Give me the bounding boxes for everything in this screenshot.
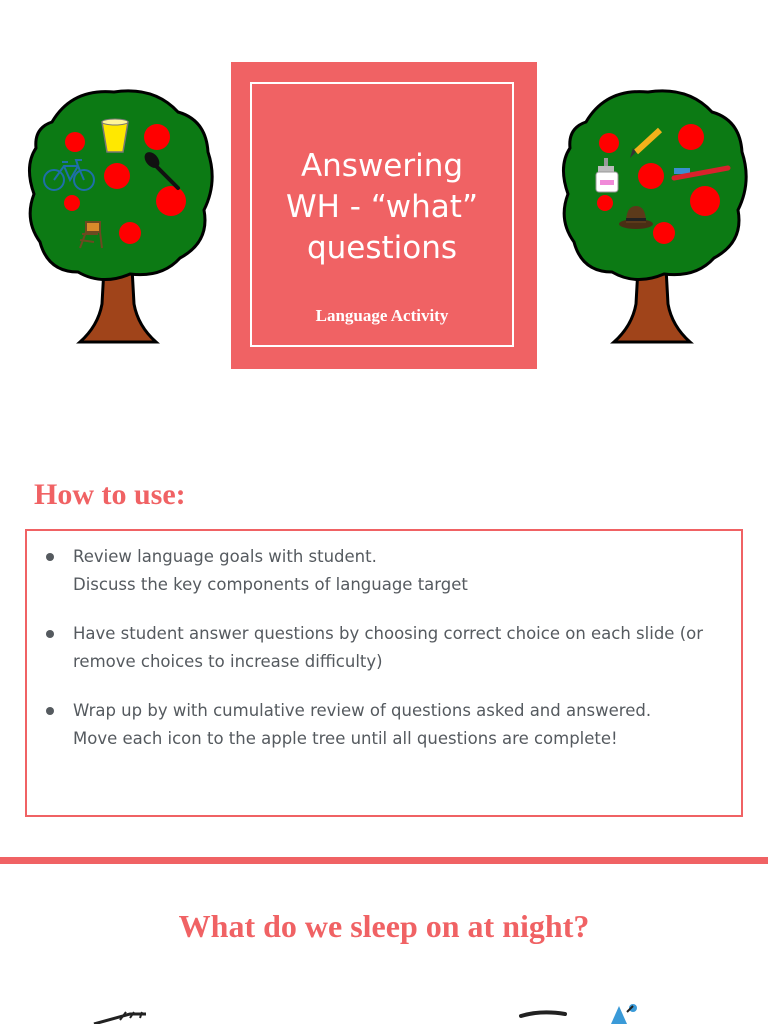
bullet-icon [46,553,54,561]
page-title: Answering WH - “what” questions [285,148,479,266]
bed-icon[interactable] [515,998,645,1024]
slide-divider [0,857,768,864]
list-item-line: Wrap up by with cumulative review of questions asked and answered. [73,701,652,720]
list-item [73,543,721,599]
apple-tree-right [556,82,752,344]
instructions-box [25,529,743,817]
ladder-icon[interactable] [90,998,160,1024]
title-card-border [250,82,514,347]
list-item-line: Move each icon to the apple tree until all questions are complete! [73,729,618,748]
instructions-list [73,543,721,774]
bullet-icon [46,630,54,638]
cup-icon[interactable] [102,119,128,152]
apple-tree-left [22,82,218,344]
bullet-icon [46,707,54,715]
how-to-use-heading: How to use: [34,478,186,511]
question-title: What do we sleep on at night? [178,908,590,944]
list-item [73,697,721,753]
list-item [73,620,721,676]
list-item-line: Review language goals with student. [73,547,377,566]
list-item-line: Discuss the key components of language target [73,575,468,594]
title-card [231,62,537,369]
list-item-line: Have student answer questions by choosing correct choice on each slide (or [73,624,704,643]
list-item-line: remove choices to increase difficulty) [73,652,383,671]
page-subtitle: Language Activity [315,306,449,325]
